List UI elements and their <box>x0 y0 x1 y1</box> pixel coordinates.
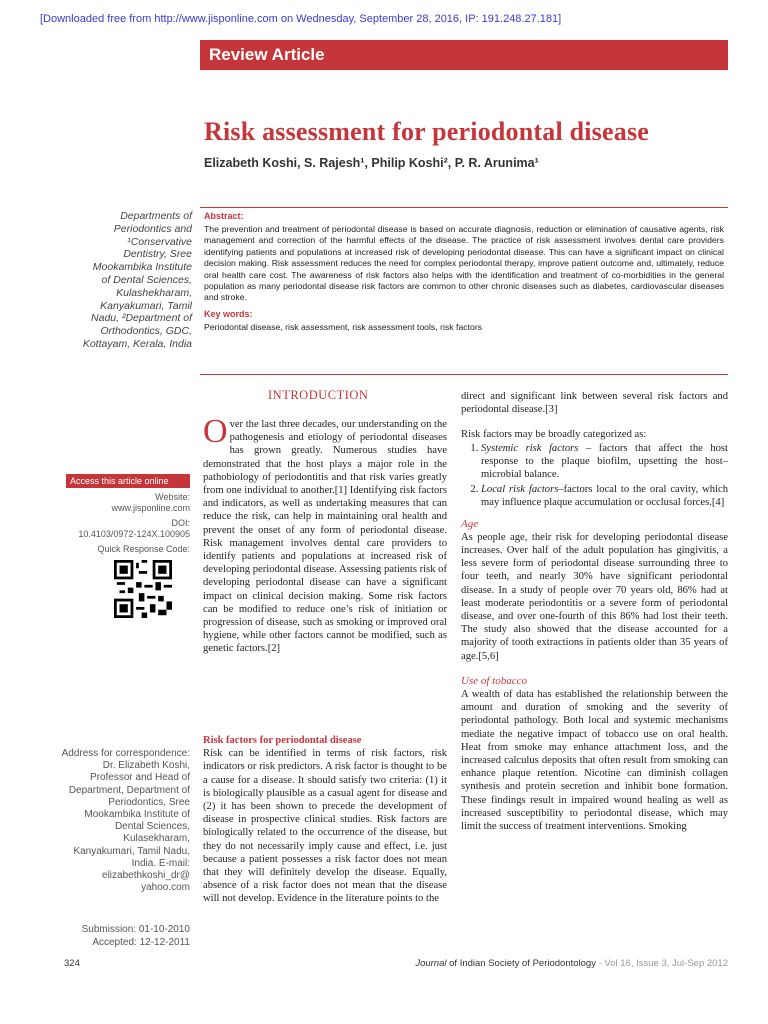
abstract-heading: Abstract: <box>204 211 244 221</box>
article-type-banner: Review Article <box>200 40 728 70</box>
address-label: Address for correspondence: <box>61 748 190 759</box>
introduction-heading: INTRODUCTION <box>268 388 369 402</box>
abstract-box <box>200 207 728 375</box>
correspondence-address <box>60 748 190 894</box>
author-list: Elizabeth Koshi, S. Rajesh¹, Philip Koshi², P. R. Arunima¹ <box>204 156 539 170</box>
journal-reference: Journal of Indian Society of Periodontology - Vol 16, Issue 3, Jul-Sep 2012 <box>415 958 728 969</box>
accepted-date: Accepted: 12-12-2011 <box>92 936 190 948</box>
tobacco-heading: Use of tobacco <box>461 674 527 687</box>
keywords-text: Periodontal disease, risk assessment, risk assessment tools, risk factors <box>204 321 483 332</box>
affiliation: Departments of Periodontics and ¹Conservative Dentistry, Sree Mookambika Institute of Dental Sciences, Kulashekharam, Kanyakumari, Tamil Nadu, ²Department of Orthodontics, GDC, Kottayam, Kerala, India <box>82 210 192 350</box>
submission-dates <box>82 924 190 949</box>
keywords-heading: Key words: <box>204 308 253 319</box>
intro-lead-text: ver the last three decades, our understanding on the pathogenesis and etiology <box>229 419 447 444</box>
list-item: 2. Local risk factors–factors local to the oral cavity, which may influence plaque accumulation or occlusal forces.[4] <box>481 483 728 509</box>
continued-text: direct and significant link between several risk factors and periodontal disease.[3] <box>461 391 728 416</box>
page-number: 324 <box>64 958 80 969</box>
list-item: 1. Systemic risk factors – factors that affect the host response to the plaque biofilm, upsetting the host–microbial balance. <box>481 442 728 482</box>
qr-label: Quick Response Code: <box>97 544 190 554</box>
intro-text: of periodontal diseases has grown greatly. Numerous studies have demonstrated that the host plays a major role in the pathobiology of periodontitis and that risk varies greatly from one individual to another.[1] Identifying risk factors and indicators, as well as undertaking measures that can reduce the risk, can help in maintaining oral health and prevent the onset of any form of periodontal disease. Risk management involves dental care providers to identify patients and populations at increased risk of developing periodontal disease. Assessing patients risk of developing periodontal disease can have a significant impact on clinical decision making. Some risk factors can be modified to reduce one’s risk of initiation or progression of disease, such as smoking or improved oral hygiene, while other factors cannot be modified, such as genetic factors.[2] <box>203 432 447 655</box>
access-heading: Access this article online <box>66 474 190 488</box>
qr-code-icon[interactable] <box>114 560 172 618</box>
risk-factors-heading: Risk factors for periodontal disease <box>203 735 362 746</box>
risk-factors-text: Risk can be identified in terms of risk factors, risk indicators or risk predictors. A risk factor is thought to be a cause for a disease. It should satisfy two criteria: (1) it is biologically plausible as a casual agent for disease and (2) it has been shown to precede the development of disease in prospective clinical studies. Risk factors are biologically related to the occurrence of the disease, but they do not necessarily imply cause and effect, i.e. just because a patient possesses a risk factor does not mean that they will definitely develop the disease. Equally, absence of a risk factor does not mean that the disease will not develop. Evidence in the literature points to the <box>203 748 447 905</box>
tobacco-text: A wealth of data has established the relationship between the amount and duration of smoking and the severity of periodontal pathology. Both local and systemic mechanisms mediate the negative impact of tobacco use on oral health. Heat from smoke may enhance attachment loss, and the increased calculus deposits that often result from smoking can enhance plaque retention. Nicotine can diminish collagen synthesis and protein secretion and inhibit bone formation. These findings result in impaired wound healing as well as increased susceptibility to periodontal disease, which may limit the success of treatment interventions. Smoking <box>461 689 728 833</box>
website-link[interactable]: www.jisponline.com <box>111 503 190 513</box>
website-label: Website: <box>155 492 190 502</box>
drop-cap: O <box>203 413 228 450</box>
introduction-body <box>203 413 447 656</box>
column-two <box>461 390 728 833</box>
doi-value[interactable]: 10.4103/0972-124X.100905 <box>78 529 190 539</box>
doi-label: DOI: <box>171 518 190 528</box>
address-text: Dr. Elizabeth Koshi, Professor and Head of Department, Department of Periodontics, Sree Mookambika Institute of Dental Sciences, Kulasekharam, Kanyakumari, Tamil Nadu, India. E-mail: elizabethkoshi_dr@ yahoo.com <box>68 760 190 894</box>
risk-factors-section <box>203 734 447 906</box>
submission-date: Submission: 01-10-2010 <box>81 924 190 935</box>
age-text: As people age, their risk for developing periodontal disease increases. Over half of the adult population has gingivitis, a less severe form of periodontal disease surrounding three to four teeth, and nearly 30% have significant periodontal disease. In a study of people over 70 years old, 86% had at least moderate periodontitis or a severe form of periodontal disease, and over one-fourth of this 86% had lost their teeth. The study also showed that the disease accounted for a majority of tooth extractions in patients older than 35 years of age.[5,6] <box>461 531 728 662</box>
download-note: [Downloaded free from http://www.jisponline.com on Wednesday, September 28, 2016, IP: 191.248.27.181] <box>40 13 562 25</box>
risk-factor-list <box>461 442 728 510</box>
categorized-text: Risk factors may be broadly categorized as: <box>461 429 647 441</box>
abstract-text: The prevention and treatment of periodontal disease is based on accurate diagnosis, reduction or elimination of causative agents, risk management and correction of the harmful effects of the disease. The practice of risk assessment involves dental care providers identifying patients and populations at increased risk of developing periodontal disease. This can have a significant impact on clinical decision making. Risk assessment reduces the need for complex periodontal therapy, improve patient outcome and, ultimately, reduce oral health care cost. The awareness of risk factors also helps with the identification and treatment of co-morbidities in the general population as many periodontal disease risk factors are common to other chronic diseases such as diabetes, cardiovascular diseases and stroke. <box>204 224 724 303</box>
age-heading: Age <box>461 517 479 530</box>
access-article-box <box>66 474 190 620</box>
article-title: Risk assessment for periodontal disease <box>204 117 650 146</box>
